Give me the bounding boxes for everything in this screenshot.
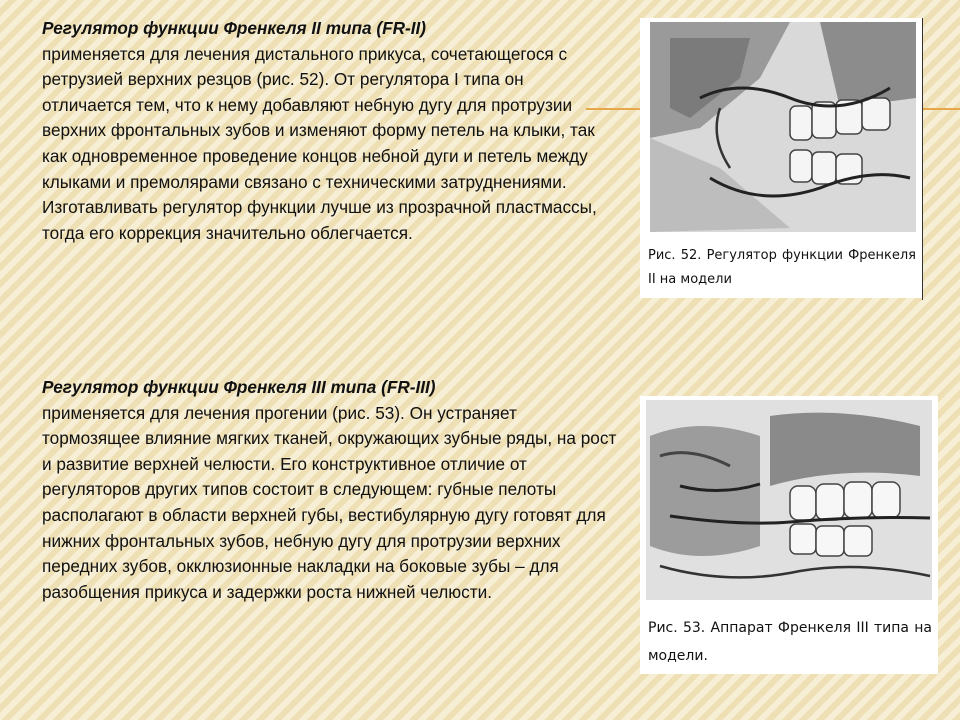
- section-heading-fr3: Регулятор функции Френкеля III типа (FR-III): [42, 377, 436, 397]
- section-heading-fr2: Регулятор функции Френкеля II типа (FR-II): [42, 18, 426, 38]
- text-section-fr2: [42, 16, 602, 246]
- frenkel-ii-model-image: [640, 18, 922, 238]
- figure-52-border: [922, 18, 923, 300]
- figure-53-caption: Рис. 53. Аппарат Френкеля III типа на модели.: [648, 620, 932, 664]
- section-body-fr3: применяется для лечения прогении (рис. 53). Он устраняет тормозящее влияние мягких тканей, окружающих зубные ряды, на рост и развитие верхней челюсти. Его конструктивное отличие от регуляторов других типов состоит в следующем: губные пелоты располагают в области верхней губы, вестибулярную дугу готовят для нижних фронтальных зубов, небную дугу для протрузии верхних передних зубов, окклюзионные накладки на боковые зубы – для разобщения прикуса и задержки роста нижней челюсти.: [42, 402, 617, 602]
- section-body-fr2: применяется для лечения дистального прикуса, сочетающегося с ретрузией верхних резцов (рис. 52). От регулятора I типа он отличается тем, что к нему добавляют небную дугу для протрузии верхних фронтальных зубов и изменяют форму петель на клыки, так как одновременное проведение концов небной дуги и петель между клыками и премолярами связано с техническими затруднениями. Изготавливать регулятор функции лучше из прозрачной пластмассы, тогда его коррекция значительно облегчается.: [42, 43, 597, 243]
- text-section-fr3: [42, 375, 617, 605]
- figure-52: [640, 18, 922, 298]
- frenkel-iii-model-image: [640, 396, 938, 604]
- figure-52-caption: Рис. 52. Регулятор функции Френкеля II на модели: [648, 248, 916, 287]
- figure-53: [640, 396, 938, 674]
